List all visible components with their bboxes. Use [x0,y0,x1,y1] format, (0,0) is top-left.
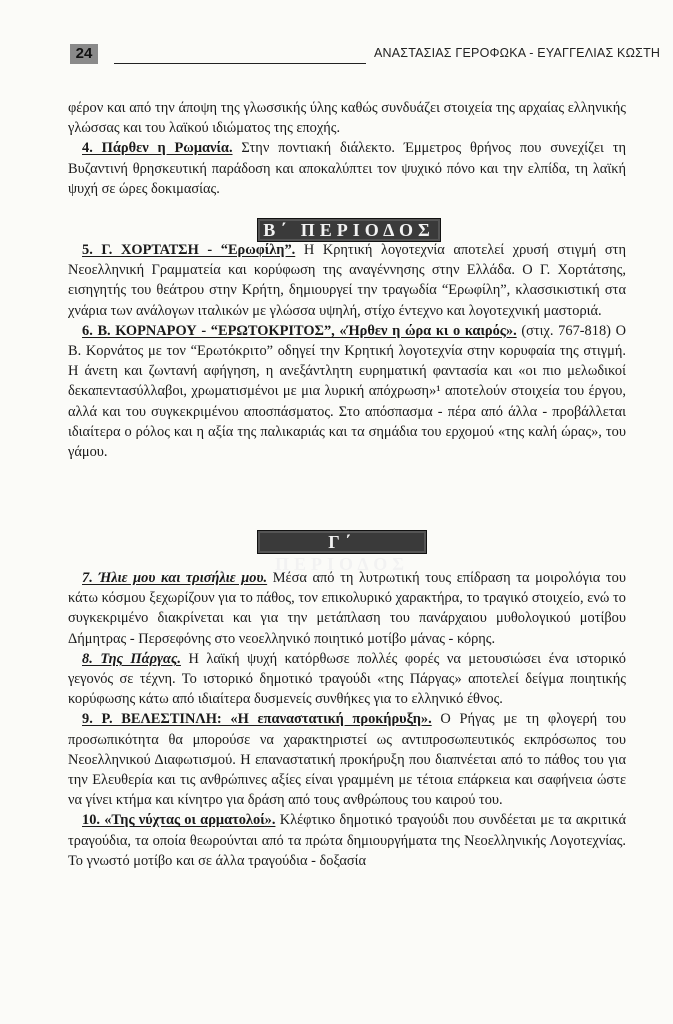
text-block-period-g [68,568,626,871]
item-4 [68,138,626,199]
text-block-period-b [68,240,626,462]
item-5-heading: 5. Γ. ΧΟΡΤΑΤΣΗ - “Ερωφίλη”. [82,242,296,258]
item-8-text: Η λαϊκή ψυχή κατόρθωσε πολλές φορές να μετουσιώσει ένα ιστορικό γεγονός σε τέχνη. Το ιστορικό δημοτικό τραγούδι «της Πάργας» αποτελεί δείγμα ποιητικής κορύφωσης κάτω από ιδιαίτερα δυσμενείς συνθήκες για το ελληνικό έθνος. [68,650,626,708]
item-5 [68,240,626,321]
item-9-heading: 9. Ρ. ΒΕΛΕΣΤΙΝΛΗ: «Η επαναστατική προκήρυξη». [82,711,432,728]
intro-paragraph: φέρον και από την άποψη της γλωσσικής ύλης καθώς συνδυάζει στοιχεία της αρχαίας ελληνικής γλώσσας και του λαϊκού ιδιώματος της εποχής. [68,100,626,137]
page-number: 24 [70,44,98,64]
item-4-heading: 4. Πάρθεν η Ρωμανία. [82,140,233,157]
item-10-text: Κλέφτικο δημοτικό τραγούδι που συνδέεται με τα ακριτικά τραγούδια, τα οποία θεωρούνται από τα πρώτα δημιουργήματα της Νεοελληνικής Λογοτεχνίας. Το γνωστό μοτίβο και σε άλλα τραγούδια - δοξασία [68,812,626,869]
item-7 [68,568,626,649]
item-8-heading: 8. Της Πάργας. [82,650,181,667]
item-6 [68,321,626,462]
running-head: ΑΝΑΣΤΑΣΙΑΣ ΓΕΡΟΦΩΚΑ - ΕΥΑΓΓΕΛΙΑΣ ΚΩΣΤΗ [374,46,661,60]
item-10-heading: 10. «Της νύχτας οι αρματολοί». [82,812,276,829]
text-block-intro [68,98,626,199]
item-6-text: (στιχ. 767-818) Ο Β. Κορνάτος με τον “Ερωτόκριτο” οδηγεί την Κρητική λογοτεχνία στην κορυφαία της στιγμή. Η άνετη και ζωντανή αφήγηση, η ανεξάντλητη ευρηματική φαντασία και «οι πιο μελωδικοί δεκαπεντασύλλαβοι, χρωματισμένοι με μια λυρική απόχρωση»¹ αποτελούν στοιχεία του έργου, αλλά και του συγκεκριμένου αποσπάσματος. Στο απόσπασμα - πέρα από άλλα - προβάλλεται ιδιαίτερα ο ρόλος και η αξία της παλικαριάς και τα σημάδια του ερχομού «της καλή ώρας», του γάμου. [68,322,626,461]
item-6-heading: 6. Β. ΚΟΡΝΑΡΟΥ - “ΕΡΩΤΟΚΡΙΤΟΣ”, «Ήρθεν η ώρα κι ο καιρός». [82,322,517,339]
period-g-banner: Γ΄ ΠΕΡΙΟΔΟΣ [257,530,427,554]
item-8 [68,649,626,710]
item-9 [68,709,626,810]
item-7-heading: 7. Ήλιε μου και τρισήλιε μου. [82,570,268,586]
item-9-text: Ο Ρήγας με τη φλογερή του προσωπικότητα θα μπορούσε να χαρακτηριστεί ως αντιπροσωπευτικός εκπρόσωπος του Νεοελληνικού Διαφωτισμού. Η επαναστατική προκήρυξη που διαπνέεται από το πάθος του για την Ελευθερία και τις ανθρώπινες αξίες είναι γραμμένη με τέτοια επάρκεια και σαφήνεια ώστε να γίνει κτήμα και κίνητρο για δράση από τους ανθρώπους του καιρού του. [68,711,626,809]
item-5-text: Η Κρητική λογοτεχνία αποτελεί χρυσή στιγμή στη Νεοελληνική Γραμματεία και κορύφωση της αναγέννησης στην Ελλάδα. Ο Γ. Χορτάτσης, εισηγητής του θεάτρου στην Κρήτη, δημιουργεί την τραγωδία “Ερωφίλη”, κλασσικιστική στα χνάρια των ανάλογων ιταλικών με γλώσσα υψηλή, στίχο έντεχνο και λογοτεχνική μαστοριά. [68,242,626,319]
header-rule [114,63,366,64]
item-10 [68,810,626,871]
item-7-text: Μέσα από τη λυτρωτική τους επίδραση τα μοιρολόγια του κάτω κόσμου ξεχωρίζουν για το πάθος, τον επικολυρικό χαρακτήρα, το τραγικό στοιχείο, ενώ το συγκεκριμένο διακρίνεται και για την μετάπλαση του πανάρχαιου μυθολογικού μοτίβου Δήμητρας - Περσεφόνης στο νεοελληνικό ποιητικό μοτίβο μάνας - κόρης. [68,570,626,647]
period-b-banner: Β΄ ΠΕΡΙΟΔΟΣ [257,218,441,242]
item-4-text: Στην ποντιακή διάλεκτο. Έμμετρος θρήνος που συνεχίζει τη Βυζαντινή θρησκευτική παράδοση και αποκαλύπτει τον ψυχικό πόνο και την ελπίδα, τη λαϊκή ψυχή σε ώρες δοκιμασίας. [68,140,627,197]
